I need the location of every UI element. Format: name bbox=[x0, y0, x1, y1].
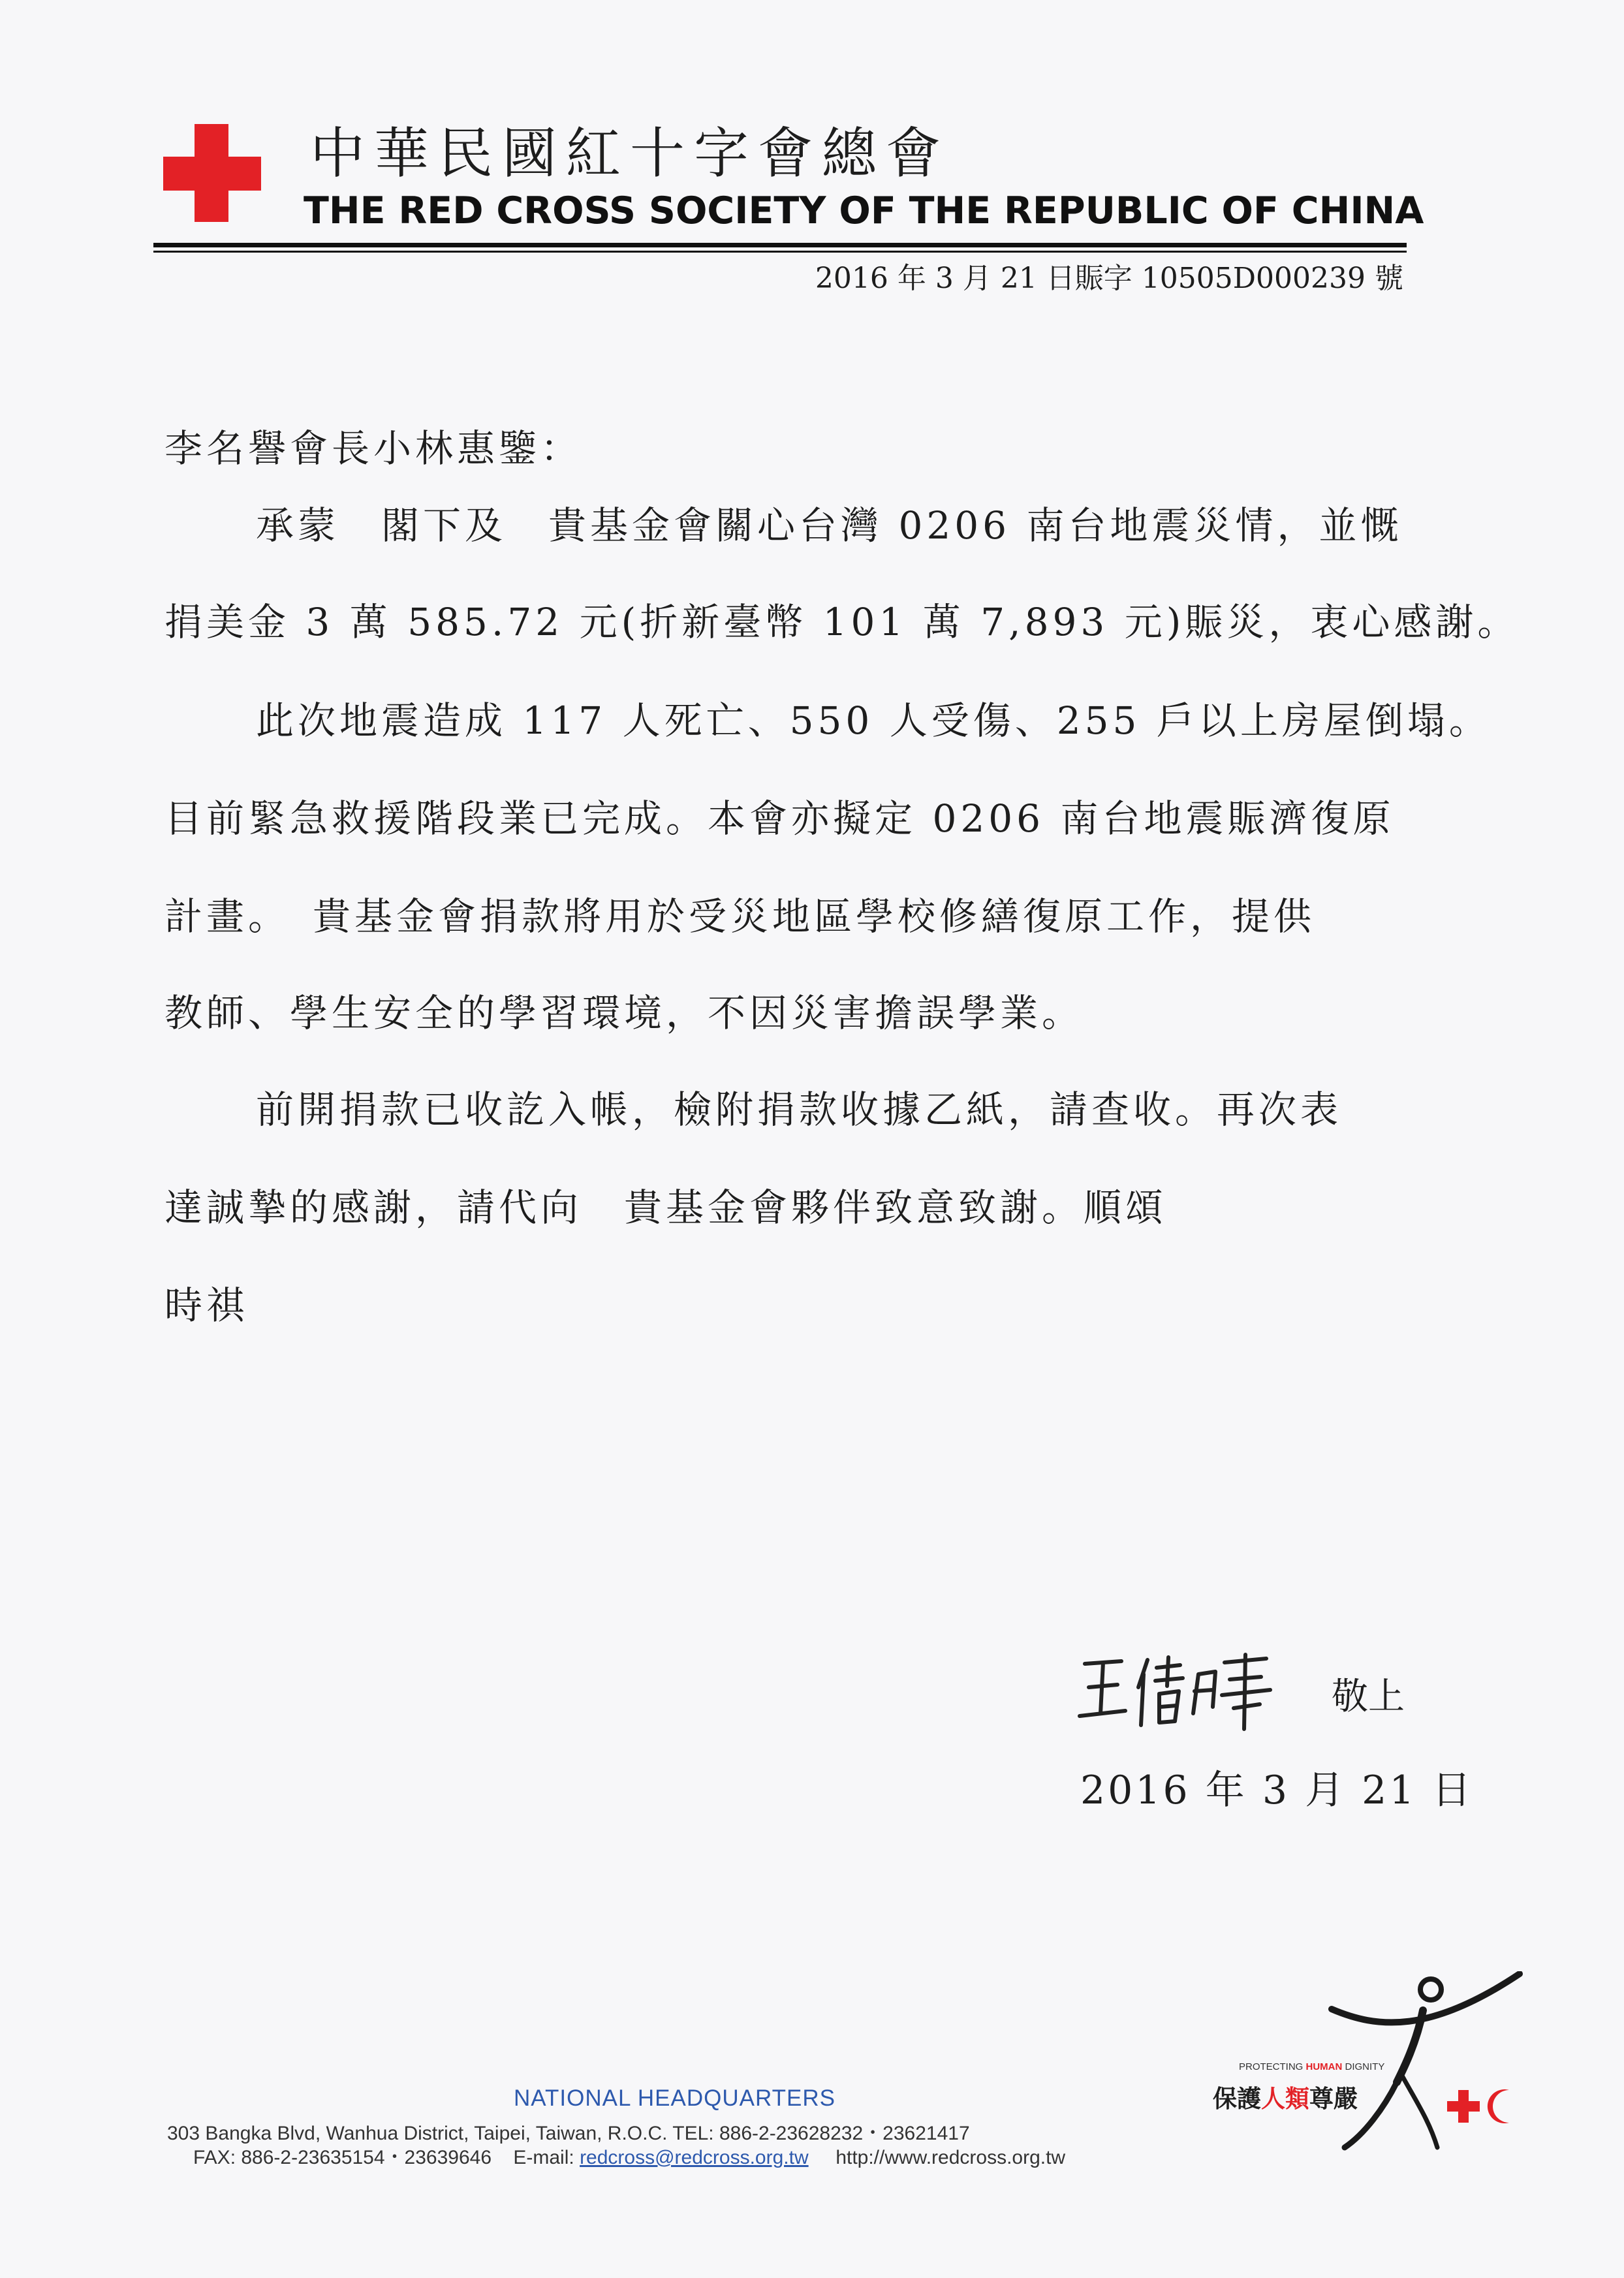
header-rule bbox=[153, 243, 1407, 247]
red-cross-logo-bar bbox=[163, 157, 261, 191]
footer-fax: FAX: 886-2-23635154・23639646 bbox=[193, 2147, 492, 2168]
tagline-english bbox=[1239, 2061, 1384, 2072]
tagline-cn-part: 尊嚴 bbox=[1309, 2085, 1358, 2113]
header-rule-thin bbox=[153, 251, 1407, 253]
salutation: 李名譽會長小林惠鑒： bbox=[164, 426, 583, 471]
org-name-english: THE RED CROSS SOCIETY OF THE REPUBLIC OF CHINA bbox=[304, 189, 1424, 232]
handwritten-signature bbox=[1070, 1648, 1292, 1733]
tagline-cn-highlight: 人類 bbox=[1261, 2085, 1309, 2113]
footer-email-link[interactable]: redcross@redcross.org.tw bbox=[580, 2147, 809, 2168]
body-line: 捐美金 3 萬 585.72 元(折新臺幣 101 萬 7,893 元)賑災，衷心感謝。 bbox=[164, 600, 1520, 644]
body-line: 目前緊急救援階段業已完成。本會亦擬定 0206 南台地震賑濟復原 bbox=[164, 796, 1395, 841]
tagline-chinese bbox=[1213, 2079, 1358, 2114]
footer-address: 303 Bangka Blvd, Wanhua District, Taipei, Taiwan, R.O.C. TEL: 886-2-23628232・23621417 bbox=[167, 2123, 970, 2144]
reference-number: 2016 年 3 月 21 日賑字 10505D000239 號 bbox=[815, 262, 1403, 295]
closing: 敬上 bbox=[1332, 1676, 1405, 1718]
body-line: 此次地震造成 117 人死亡、550 人受傷、255 戶以上房屋倒塌。 bbox=[256, 698, 1491, 743]
letter-date: 2016 年 3 月 21 日 bbox=[1080, 1768, 1474, 1813]
org-name-chinese: 中華民國紅十字會總會 bbox=[310, 121, 950, 185]
footer-email-label: E-mail: bbox=[513, 2147, 574, 2168]
footer-contact bbox=[193, 2141, 1065, 2170]
tagline-en-part: DIGNITY bbox=[1342, 2061, 1385, 2072]
tagline-cn-part: 保護 bbox=[1213, 2085, 1261, 2113]
footer-website[interactable]: http://www.redcross.org.tw bbox=[835, 2147, 1066, 2168]
complimentary-close: 時祺 bbox=[164, 1283, 249, 1328]
body-line: 承蒙 閣下及 貴基金會關心台灣 0206 南台地震災情，並慨 bbox=[256, 503, 1403, 548]
body-line: 達誠摯的感謝，請代向 貴基金會夥伴致意致謝。順頌 bbox=[164, 1185, 1168, 1230]
tagline-en-part: PROTECTING bbox=[1239, 2061, 1306, 2072]
body-line: 教師、學生安全的學習環境，不因災害擔誤學業。 bbox=[164, 991, 1084, 1035]
body-line: 計畫。 貴基金會捐款將用於受災地區學校修繕復原工作，提供 bbox=[164, 894, 1316, 939]
footer-headquarters: NATIONAL HEADQUARTERS bbox=[514, 2085, 835, 2111]
tagline-en-highlight: HUMAN bbox=[1305, 2061, 1343, 2072]
body-line: 前開捐款已收訖入帳，檢附捐款收據乙紙，請查收。再次表 bbox=[256, 1087, 1343, 1132]
